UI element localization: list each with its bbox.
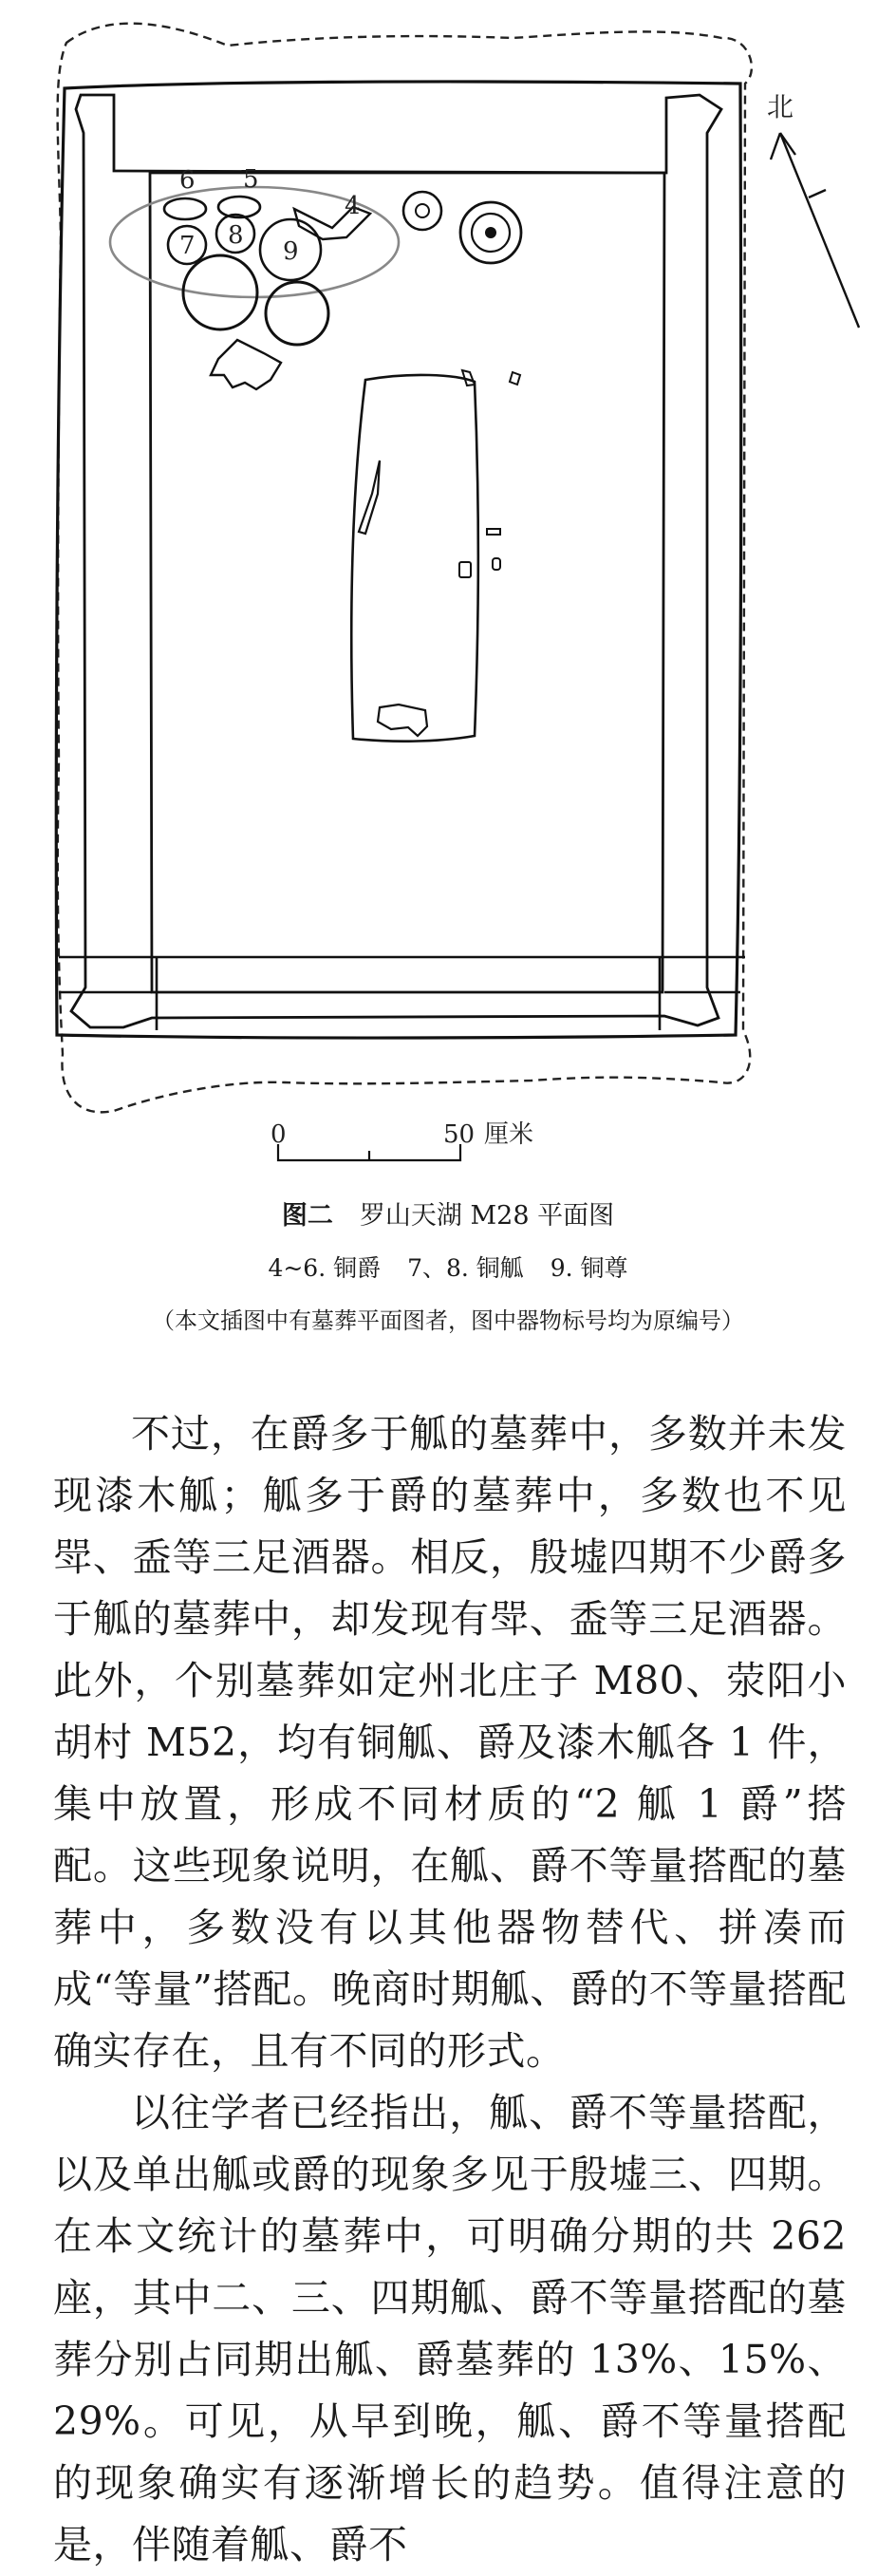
scale-bar (271, 1120, 533, 1160)
scale-start: 0 (271, 1120, 287, 1149)
jue-6 (164, 198, 206, 219)
figure-legend (0, 1250, 896, 1284)
tomb-plan-drawing (0, 0, 896, 1149)
vessel-large-b (266, 282, 328, 345)
article-body (53, 1403, 847, 2576)
ring-vessel-1-inner (416, 204, 429, 217)
small-fragment-1 (487, 529, 500, 535)
small-fragment-3 (459, 562, 471, 577)
item-label-9: 9 (283, 237, 299, 266)
item-label-6: 6 (179, 166, 196, 195)
item-label-7: 7 (179, 232, 196, 260)
legend-item: 4~6. 铜爵 (268, 1254, 382, 1282)
pit-dashed-outline (58, 24, 752, 1113)
small-fragment-5 (462, 370, 475, 385)
figure-note: （本文插图中有墓葬平面图者，图中器物标号均为原编号） (152, 1307, 744, 1334)
item-label-5: 5 (243, 165, 259, 194)
scale-unit: 厘米 (484, 1120, 534, 1149)
item-label-4: 4 (345, 192, 361, 220)
jade-piece (378, 705, 427, 736)
scale-end: 50 (443, 1120, 476, 1149)
legend-item: 7、8. 铜觚 (407, 1254, 524, 1282)
chamber-outline (56, 82, 740, 1038)
inner-coffin (351, 375, 478, 742)
north-label: 北 (767, 91, 794, 122)
paragraph: 不过，在爵多于觚的墓葬中，多数并未发现漆木觚；觚多于爵的墓葬中，多数也不见斝、盉等三足酒器。相反，殷墟四期不少爵多于觚的墓葬中，却发现有斝、盉等三足酒器。此外，个别墓葬如定州北庄子 M80、荥阳小胡村 M52，均有铜觚、爵及漆木觚各 1 件，集中放置，形成不同材质的“2 觚 1 爵”搭配。这些现象说明，在觚、爵不等量搭配的墓葬中，多数没有以其他器物替代、拼凑而成“等量”搭配。晚商时期觚、爵的不等量搭配确实存在，且有不同的形式。 (53, 1411, 847, 2074)
figure-caption-title (0, 1194, 896, 1232)
item-label-8: 8 (228, 221, 244, 250)
legend-item: 9. 铜尊 (550, 1254, 628, 1282)
coffin-plank-bottom (59, 957, 745, 1030)
small-fragment-2 (493, 558, 500, 570)
bronze-weapon (359, 461, 380, 534)
small-fragment-4 (510, 372, 520, 385)
ring-vessel-1 (403, 192, 441, 230)
north-arrow (767, 91, 859, 328)
ring-vessel-2-inner (485, 227, 496, 238)
paragraph: 以往学者已经指出，觚、爵不等量搭配，以及单出觚或爵的现象多见于殷墟三、四期。在本文统计的墓葬中，可明确分期的共 262 座，其中二、三、四期觚、爵不等量搭配的墓葬分别占同期出觚、爵墓葬的 13%、15%、29%。可见，从早到晚，觚、爵不等量搭配的现象确实有逐渐增长的趋势。值得注意的是，伴随着觚、爵不 (53, 2090, 847, 2567)
animal-shaped-vessel (211, 340, 281, 389)
figure-title: 罗山天湖 M28 平面图 (359, 1201, 615, 1231)
figure-number: 图二 (281, 1201, 333, 1231)
